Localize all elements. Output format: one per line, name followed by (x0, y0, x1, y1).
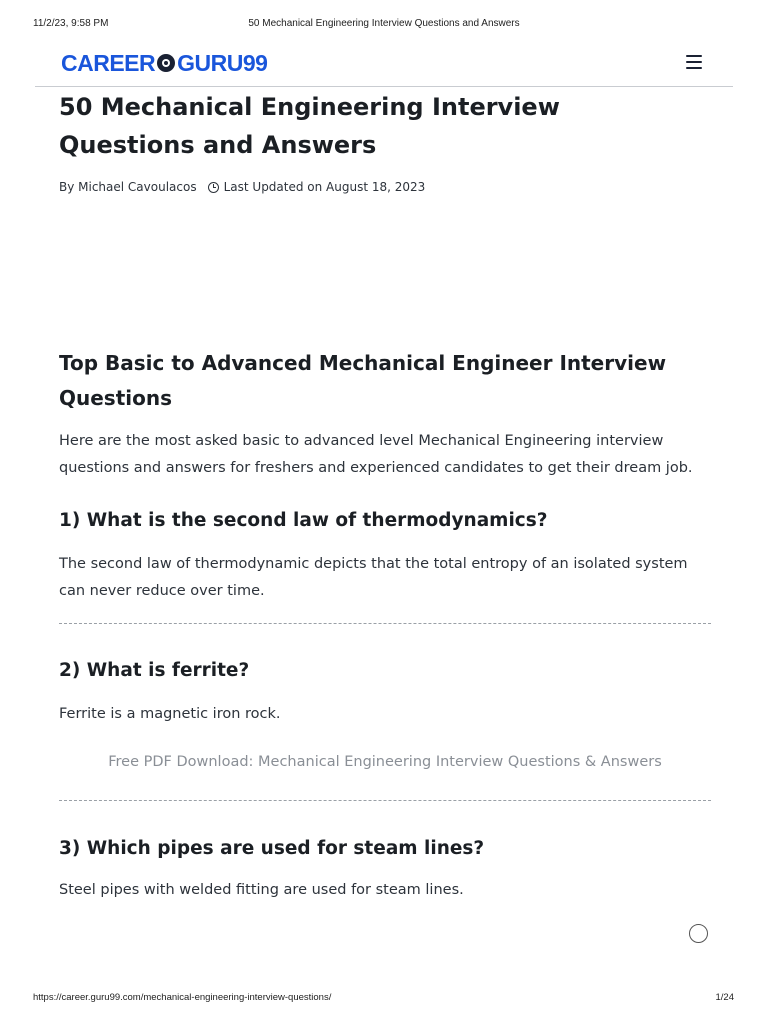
site-header (35, 44, 733, 87)
print-datetime: 11/2/23, 9:58 PM (33, 18, 109, 29)
question-heading: 3) Which pipes are used for steam lines? (59, 838, 485, 859)
article-meta (59, 179, 425, 195)
page-title: 50 Mechanical Engineering Interview Questions and Answers (59, 93, 560, 159)
answer-paragraph: Steel pipes with welded fitting are used for steam lines. (59, 882, 464, 898)
answer-paragraph: Ferrite is a magnetic iron rock. (59, 706, 281, 722)
pdf-download-link[interactable]: Free PDF Download: Mechanical Engineering Interview Questions & Answers (108, 754, 662, 770)
logo-text-right: GURU99 (177, 49, 268, 76)
site-logo[interactable] (61, 49, 267, 77)
print-url: https://career.guru99.com/mechanical-engineering-interview-questions/ (33, 992, 332, 1003)
question-divider (59, 623, 711, 624)
question-divider (59, 800, 711, 801)
clock-icon (208, 182, 219, 193)
print-header (0, 18, 768, 32)
hamburger-menu-icon[interactable] (686, 55, 702, 69)
logo-text-left: CAREER (61, 49, 156, 76)
question-heading: 2) What is ferrite? (59, 660, 250, 681)
last-updated: Last Updated on August 18, 2023 (223, 180, 426, 194)
print-footer (0, 992, 768, 1006)
scroll-to-top-button[interactable] (689, 924, 708, 943)
print-doc-title: 50 Mechanical Engineering Interview Questions and Answers (248, 18, 520, 29)
section-heading: Top Basic to Advanced Mechanical Engineer Interview Questions (59, 351, 667, 410)
answer-paragraph: The second law of thermodynamic depicts that the total entropy of an isolated system can never reduce over time. (59, 556, 688, 599)
intro-paragraph: Here are the most asked basic to advanced level Mechanical Engineering interview questions and answers for freshers and experienced candidates to get their dream job. (59, 433, 693, 476)
question-heading: 1) What is the second law of thermodynamics? (59, 510, 548, 531)
author-byline: By Michael Cavoulacos (59, 180, 197, 194)
gear-icon (157, 54, 175, 72)
print-page-number: 1/24 (715, 992, 734, 1003)
